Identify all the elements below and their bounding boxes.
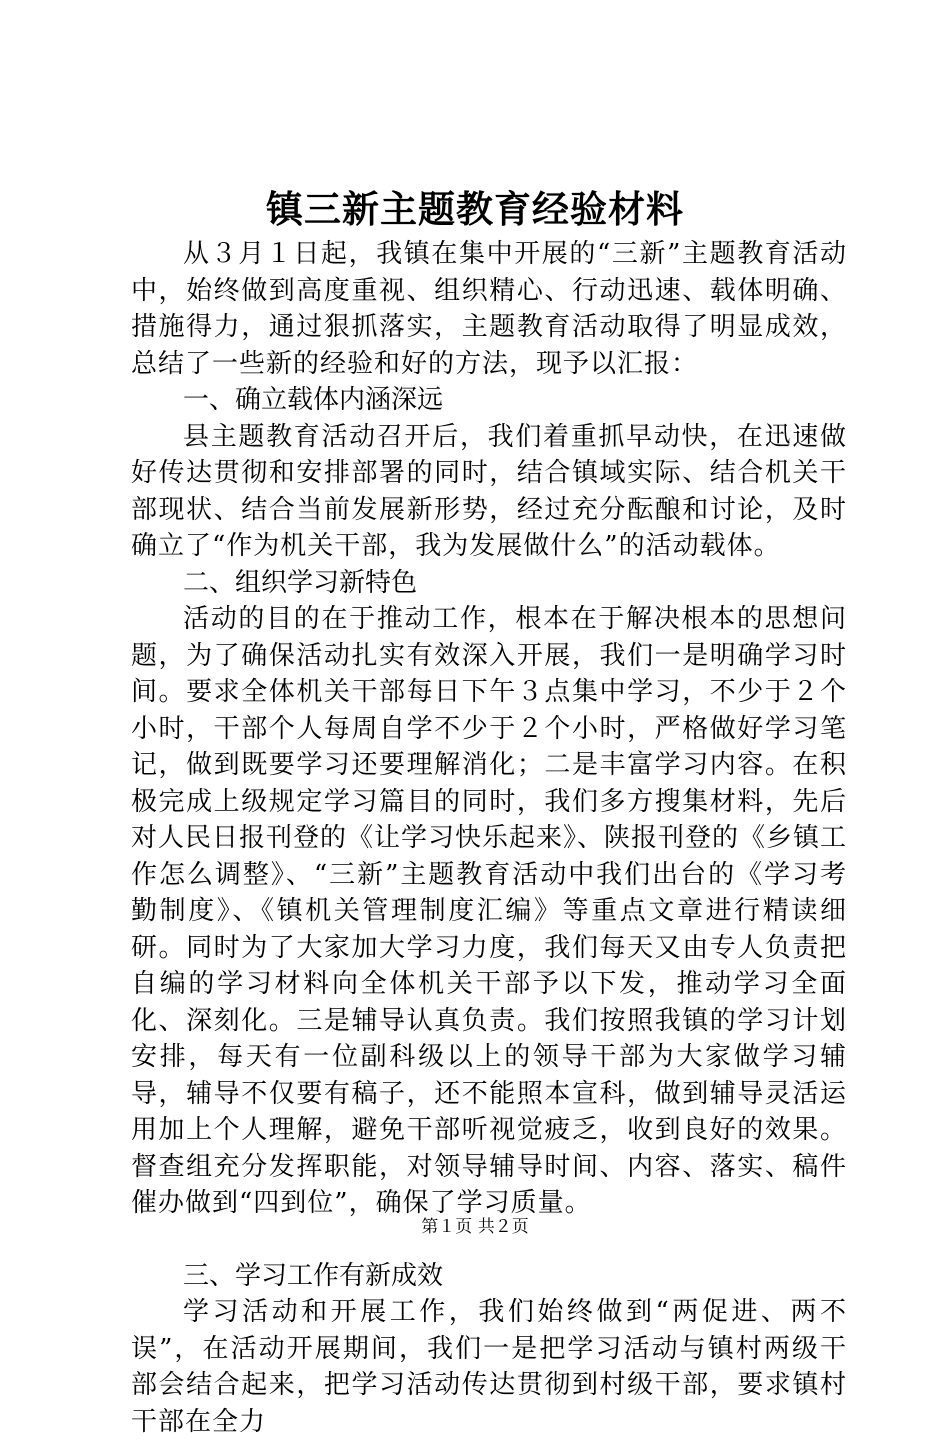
- page-number-footer: 第１页 共２页: [421, 1217, 529, 1237]
- document-title: 镇三新主题教育经验材料: [266, 187, 684, 231]
- section-1-paragraph: 县主题教育活动召开后，我们着重抓早动快，在迅速做好传达贯彻和安排部署的同时，结合镇域实际、结合机关干部现状、结合当前发展新形势，经过充分酝酿和讨论，及时确立了“作为机关干部，我为发展做什么”的活动载体。: [131, 421, 847, 561]
- section-heading-1: 一、确立载体内涵深远: [183, 385, 444, 415]
- section-3-paragraph: 学习活动和开展工作，我们始终做到“两促进、两不误”，在活动开展期间，我们一是把学习活动与镇村两级干部会结合起来，把学习活动传达贯彻到村级干部，要求镇村干部在全力: [131, 1297, 847, 1437]
- section-heading-3: 三、学习工作有新成效: [183, 1260, 444, 1291]
- intro-paragraph: 从３月１日起，我镇在集中开展的“三新”主题教育活动中，始终做到高度重视、组织精心、行动迅速、载体明确、措施得力，通过狠抓落实，主题教育活动取得了明显成效，总结了一些新的经验和好的方法，现予以汇报：: [131, 239, 847, 379]
- document-body: [131, 236, 847, 1440]
- section-heading-2: 二、组织学习新特色: [183, 567, 418, 598]
- section-2-paragraph: 活动的目的在于推动工作，根本在于解决根本的思想问题，为了确保活动扎实有效深入开展，我们一是明确学习时间。要求全体机关干部每日下午３点集中学习，不少于２个小时，干部个人每周自学不少于２个小时，严格做好学习笔记，做到既要学习还要理解消化；二是丰富学习内容。在积极完成上级规定学习篇目的同时，我们多方搜集材料，先后对人民日报刊登的《让学习快乐起来》、陕报刊登的《乡镇工作怎么调整》、“三新”主题教育活动中我们出台的《学习考勤制度》、《镇机关管理制度汇编》等重点文章进行精读细研。同时为了大家加大学习力度，我们每天又由专人负责把自编的学习材料向全体机关干部予以下发，推动学习全面化、深刻化。三是辅导认真负责。我们按照我镇的学习计划安排，每天有一位副科级以上的领导干部为大家做学习辅导，辅导不仅要有稿子，还不能照本宣科，做到辅导灵活运用加上个人理解，避免干部听视觉疲乏，收到良好的效果。督查组充分发挥职能，对领导辅导时间、内容、落实、稿件催办做到“四到位”，确保了学习质量。: [131, 604, 848, 1218]
